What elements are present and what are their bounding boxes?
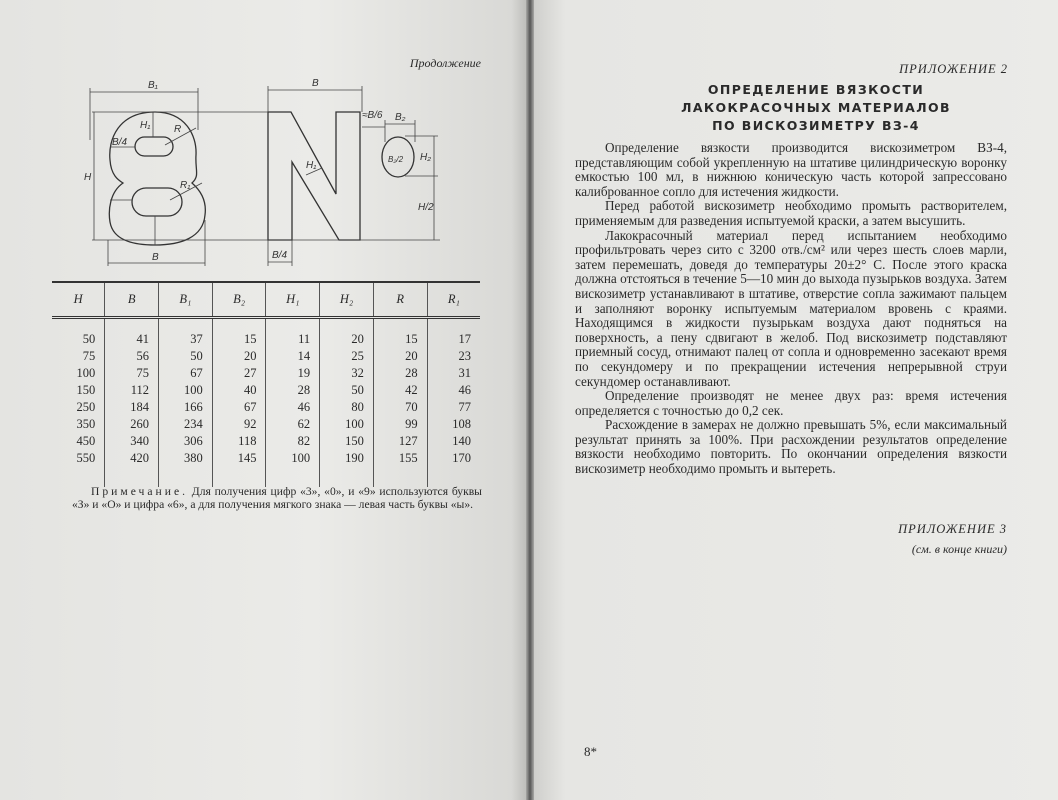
table-cell: 100 (76, 366, 96, 380)
table-cell: 67 (159, 365, 213, 382)
column-header: B₂ (212, 282, 266, 318)
note-label: Примечание. (90, 485, 188, 498)
paragraph: Расхождение в замерах не должно превышать 5%, если максимальный результат принять за 100%. При расхождении результатов определение вязкости необходимо повторить. По окончании определения вязкости вискозиметр необходимо промыть и вытереть. (575, 417, 1007, 477)
table-cell: 40 (212, 382, 266, 399)
body-text (575, 141, 1007, 477)
table-cell: 100 (159, 382, 213, 399)
continuation-label: Продолжение (409, 56, 481, 70)
table-cell: 184 (105, 399, 159, 416)
paragraph: Перед работой вискозиметр необходимо промыть растворителем, применяемым для разведения испытуемой краски, а затем высушить. (575, 198, 1007, 228)
table-row (52, 450, 480, 487)
table-note (72, 485, 482, 511)
right-page (534, 0, 1058, 800)
table-row (52, 433, 480, 450)
table-cell: 108 (427, 416, 480, 433)
dim-label-b-quarter: B/4 (112, 137, 128, 148)
column-header: H₁ (266, 282, 320, 318)
table-cell: 32 (320, 365, 374, 382)
note-text: Для получения цифр «3», «0», и «9» используются буквы «З» и «О» и цифра «6», а для получения мягкого знака — левая часть буквы «ы». (72, 485, 482, 511)
table-cell: 118 (212, 433, 266, 450)
table-cell: 62 (266, 416, 320, 433)
table-cell: 150 (320, 433, 374, 450)
table-cell: 234 (159, 416, 213, 433)
appendix-2-label: ПРИЛОЖЕНИЕ 2 (899, 62, 1008, 76)
table-cell: 306 (159, 433, 213, 450)
column-header: H (52, 282, 105, 318)
table-row (52, 348, 480, 365)
table-row (52, 382, 480, 399)
column-header: R (373, 282, 427, 318)
table-cell: 31 (427, 365, 480, 382)
appendix-3-label: ПРИЛОЖЕНИЕ 3 (898, 522, 1007, 536)
title-line: ПО ВИСКОЗИМЕТРУ ВЗ-4 (712, 118, 920, 133)
dim-label-b-sixth: ≈B/6 (362, 110, 383, 121)
column-header: B (105, 282, 159, 318)
table-cell: 20 (373, 348, 427, 365)
title-line: ОПРЕДЕЛЕНИЕ ВЯЗКОСТИ (707, 82, 925, 97)
table-cell: 56 (105, 348, 159, 365)
table-cell: 46 (266, 399, 320, 416)
dim-label-h1: H₁ (140, 120, 151, 131)
table-cell: 19 (266, 365, 320, 382)
paragraph: Определение вязкости производится вискозиметром ВЗ-4, представляющим собой укрепленную на штативе цилиндрическую воронку емкостью 100 мл, в нижнюю коническую часть которой запрессовано калиброванное сопло для истечения жидкости. (575, 140, 1007, 199)
dim-label-h2: H₂ (420, 152, 432, 163)
table-row (52, 399, 480, 416)
table-cell: 100 (266, 450, 320, 487)
column-header: H₂ (320, 282, 374, 318)
dim-label-h: H (84, 172, 92, 183)
table-cell: 15 (373, 318, 427, 349)
table-cell: 75 (82, 349, 96, 363)
table-cell: 112 (105, 382, 159, 399)
table-cell: 75 (105, 365, 159, 382)
table-cell: 20 (212, 348, 266, 365)
table-header-row (52, 282, 480, 318)
table-cell: 77 (427, 399, 480, 416)
table-cell: 92 (212, 416, 266, 433)
dim-label-b-top: B (312, 78, 319, 89)
table-cell: 50 (159, 348, 213, 365)
table-cell: 42 (373, 382, 427, 399)
table-cell: 15 (212, 318, 266, 349)
table-cell: 20 (320, 318, 374, 349)
letter-n (268, 112, 360, 240)
table-cell: 380 (159, 450, 213, 487)
table-cell: 100 (320, 416, 374, 433)
title-line: ЛАКОКРАСОЧНЫХ МАТЕРИАЛОВ (681, 100, 951, 115)
table-cell: 11 (266, 318, 320, 349)
table-cell: 70 (373, 399, 427, 416)
table-cell: 250 (76, 400, 96, 414)
dim-label-h-half: H/2 (418, 202, 434, 213)
table-cell: 127 (373, 433, 427, 450)
dim-label-b2-half: B₂/2 (388, 155, 404, 164)
table-cell: 25 (320, 348, 374, 365)
left-page (0, 0, 527, 800)
table-cell: 550 (76, 451, 96, 465)
table-cell: 350 (76, 417, 96, 431)
table-cell: 50 (82, 332, 96, 346)
book-spine (526, 0, 534, 800)
table-cell: 37 (159, 318, 213, 349)
table-cell: 420 (105, 450, 159, 487)
table-cell: 41 (105, 318, 159, 349)
table-cell: 155 (373, 450, 427, 487)
table-cell: 166 (159, 399, 213, 416)
letter-dimensions-table (52, 281, 480, 487)
table-cell: 145 (212, 450, 266, 487)
dim-label-b2: B₂ (395, 112, 406, 123)
table-row (52, 318, 480, 349)
table-cell: 28 (266, 382, 320, 399)
table-cell: 80 (320, 399, 374, 416)
figure-eight (109, 112, 205, 245)
dim-label-b-bottom: B (152, 252, 159, 263)
dim-label-b1: B₁ (148, 80, 158, 91)
table-cell: 50 (320, 382, 374, 399)
section-title (574, 81, 1058, 135)
table-cell: 260 (105, 416, 159, 433)
table-cell: 82 (266, 433, 320, 450)
dim-label-r: R (174, 124, 182, 135)
table-row (52, 416, 480, 433)
page-number: 8* (584, 744, 597, 759)
dim-label-b-quarter-n: B/4 (272, 250, 288, 261)
table-cell: 99 (373, 416, 427, 433)
paragraph: Лакокрасочный материал перед испытанием необходимо профильтровать через сито с 3200 отв./см² или через шесть слоев марли, затем перемешать, доведя до температуры 20±2° С. После этого краска должна отстояться в течение 5—10 мин до выхода пузырьков воздуха. Затем вискозиметр устанавливают в штативе, отверстие сопла зажимают пальцем и заполняют воронку испытуемым материалом вровень с краями. Находящимся в жидкости пузырькам воздуха дают подняться на поверхность, а пену сдвигают в желоб. Под вискозиметр подставляют приемный сосуд, отнимают палец от сопла и одновременно засекают время по секундомеру и по прекращении истечения непрерывной струи секундомер останавливают. (575, 227, 1007, 389)
table-cell: 140 (427, 433, 480, 450)
table-cell: 170 (427, 450, 480, 487)
table-cell: 14 (266, 348, 320, 365)
column-header: R₁ (427, 282, 480, 318)
table-cell: 190 (320, 450, 374, 487)
dim-label-r1: R₁ (180, 180, 191, 191)
table-cell: 340 (105, 433, 159, 450)
table-cell: 28 (373, 365, 427, 382)
table-cell: 17 (427, 318, 480, 349)
column-header: B₁ (159, 282, 213, 318)
table-cell: 27 (212, 365, 266, 382)
letter-dimension-drawing (0, 0, 527, 280)
table-cell: 23 (427, 348, 480, 365)
table-cell: 46 (427, 382, 480, 399)
table-cell: 450 (76, 434, 96, 448)
dim-label-h1-n: H₁ (306, 160, 317, 171)
appendix-3-note: (см. в конце книги) (911, 542, 1007, 556)
paragraph: Определение производят не менее двух раз: время истечения определяется с точностью до 0,2 сек. (575, 388, 1007, 418)
table-cell: 150 (76, 383, 96, 397)
table-row (52, 365, 480, 382)
table-cell: 67 (212, 399, 266, 416)
